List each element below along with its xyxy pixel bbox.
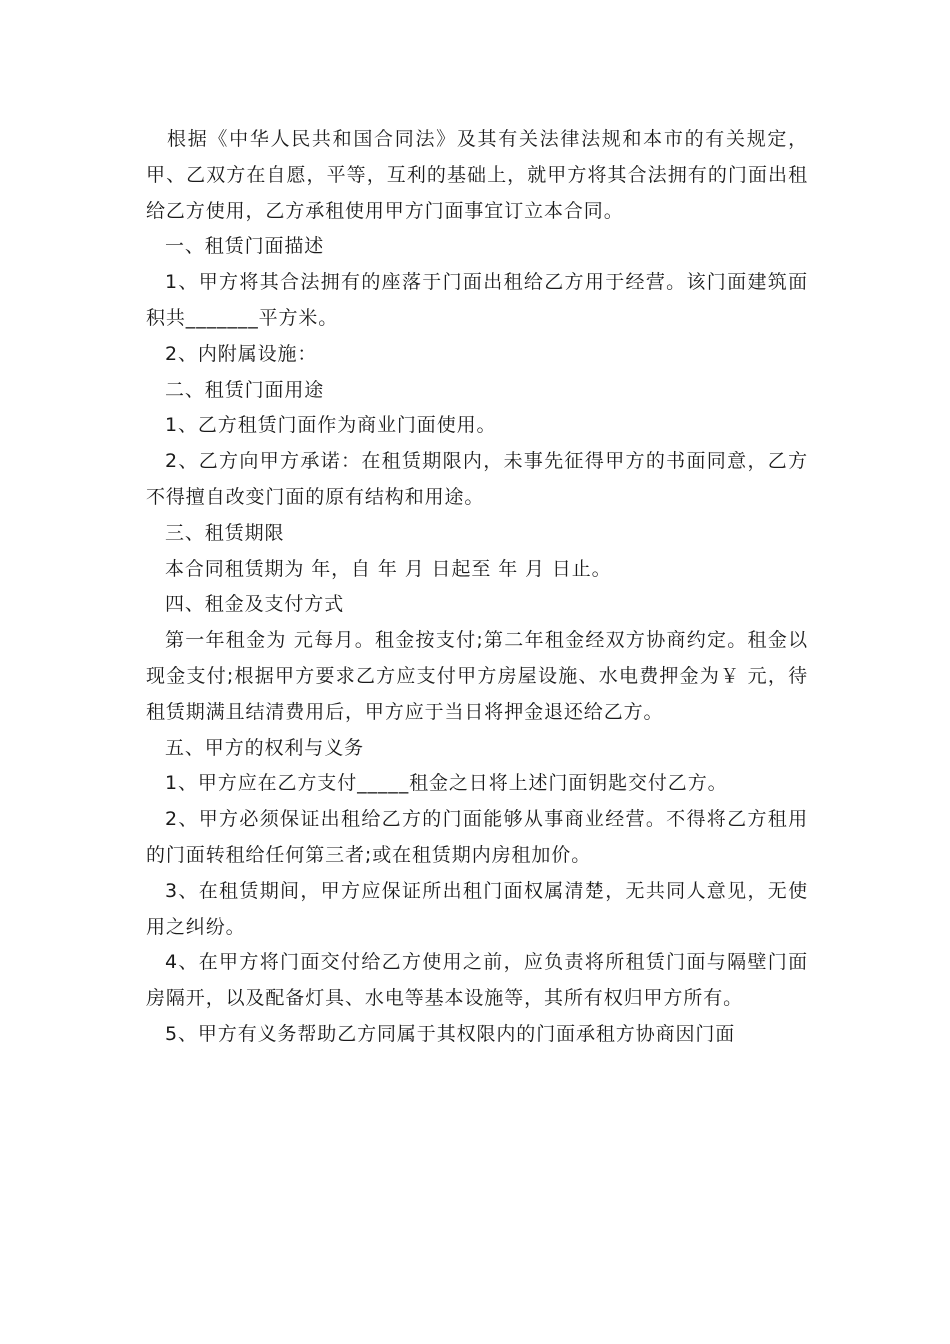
contract-body	[146, 122, 808, 1053]
preamble-paragraph: 根据《中华人民共和国合同法》及其有关法律法规和本市的有关规定，甲、乙双方在自愿，平等，互利的基础上，就甲方将其合法拥有的门面出租给乙方使用，乙方承租使用甲方门面事宜订立本合同。	[146, 128, 808, 222]
clause-paragraph: 4、在甲方将门面交付给乙方使用之前，应负责将所租赁门面与隔壁门面房隔开，以及配备灯具、水电等基本设施等，其所有权归甲方所有。	[146, 951, 808, 1010]
section-heading-5: 五、甲方的权利与义务	[165, 736, 365, 759]
clause-paragraph: 第一年租金为 元每月。租金按支付;第二年租金经双方协商约定。租金以现金支付;根据甲方要求乙方应支付甲方房屋设施、水电费押金为￥ 元，待租赁期满且结清费用后，甲方应于当日将押金退还给乙方。	[146, 629, 808, 723]
section-heading-1: 一、租赁门面描述	[165, 235, 325, 258]
clause-paragraph: 3、在租赁期间，甲方应保证所出租门面权属清楚，无共同人意见，无使用之纠纷。	[146, 879, 808, 938]
clause-paragraph: 1、乙方租赁门面作为商业门面使用。	[165, 414, 497, 437]
clause-paragraph: 1、甲方将其合法拥有的座落于门面出租给乙方用于经营。该门面建筑面积共_______平方米。	[146, 271, 808, 329]
section-heading-3: 三、租赁期限	[165, 521, 285, 544]
section-heading-4: 四、租金及支付方式	[165, 593, 345, 616]
section-heading-2: 二、租赁门面用途	[165, 378, 325, 401]
clause-paragraph: 2、内附属设施：	[165, 342, 318, 365]
clause-paragraph: 本合同租赁期为 年，自 年 月 日起至 年 月 日止。	[165, 557, 612, 580]
clause-paragraph: 1、甲方应在乙方支付_____租金之日将上述门面钥匙交付乙方。	[165, 772, 728, 795]
clause-paragraph: 2、甲方必须保证出租给乙方的门面能够从事商业经营。不得将乙方租用的门面转租给任何第三者;或在租赁期内房租加价。	[146, 808, 808, 866]
clause-paragraph: 5、甲方有义务帮助乙方同属于其权限内的门面承租方协商因门面	[165, 1022, 736, 1045]
clause-paragraph: 2、乙方向甲方承诺：在租赁期限内，未事先征得甲方的书面同意，乙方不得擅自改变门面的原有结构和用途。	[146, 450, 808, 508]
